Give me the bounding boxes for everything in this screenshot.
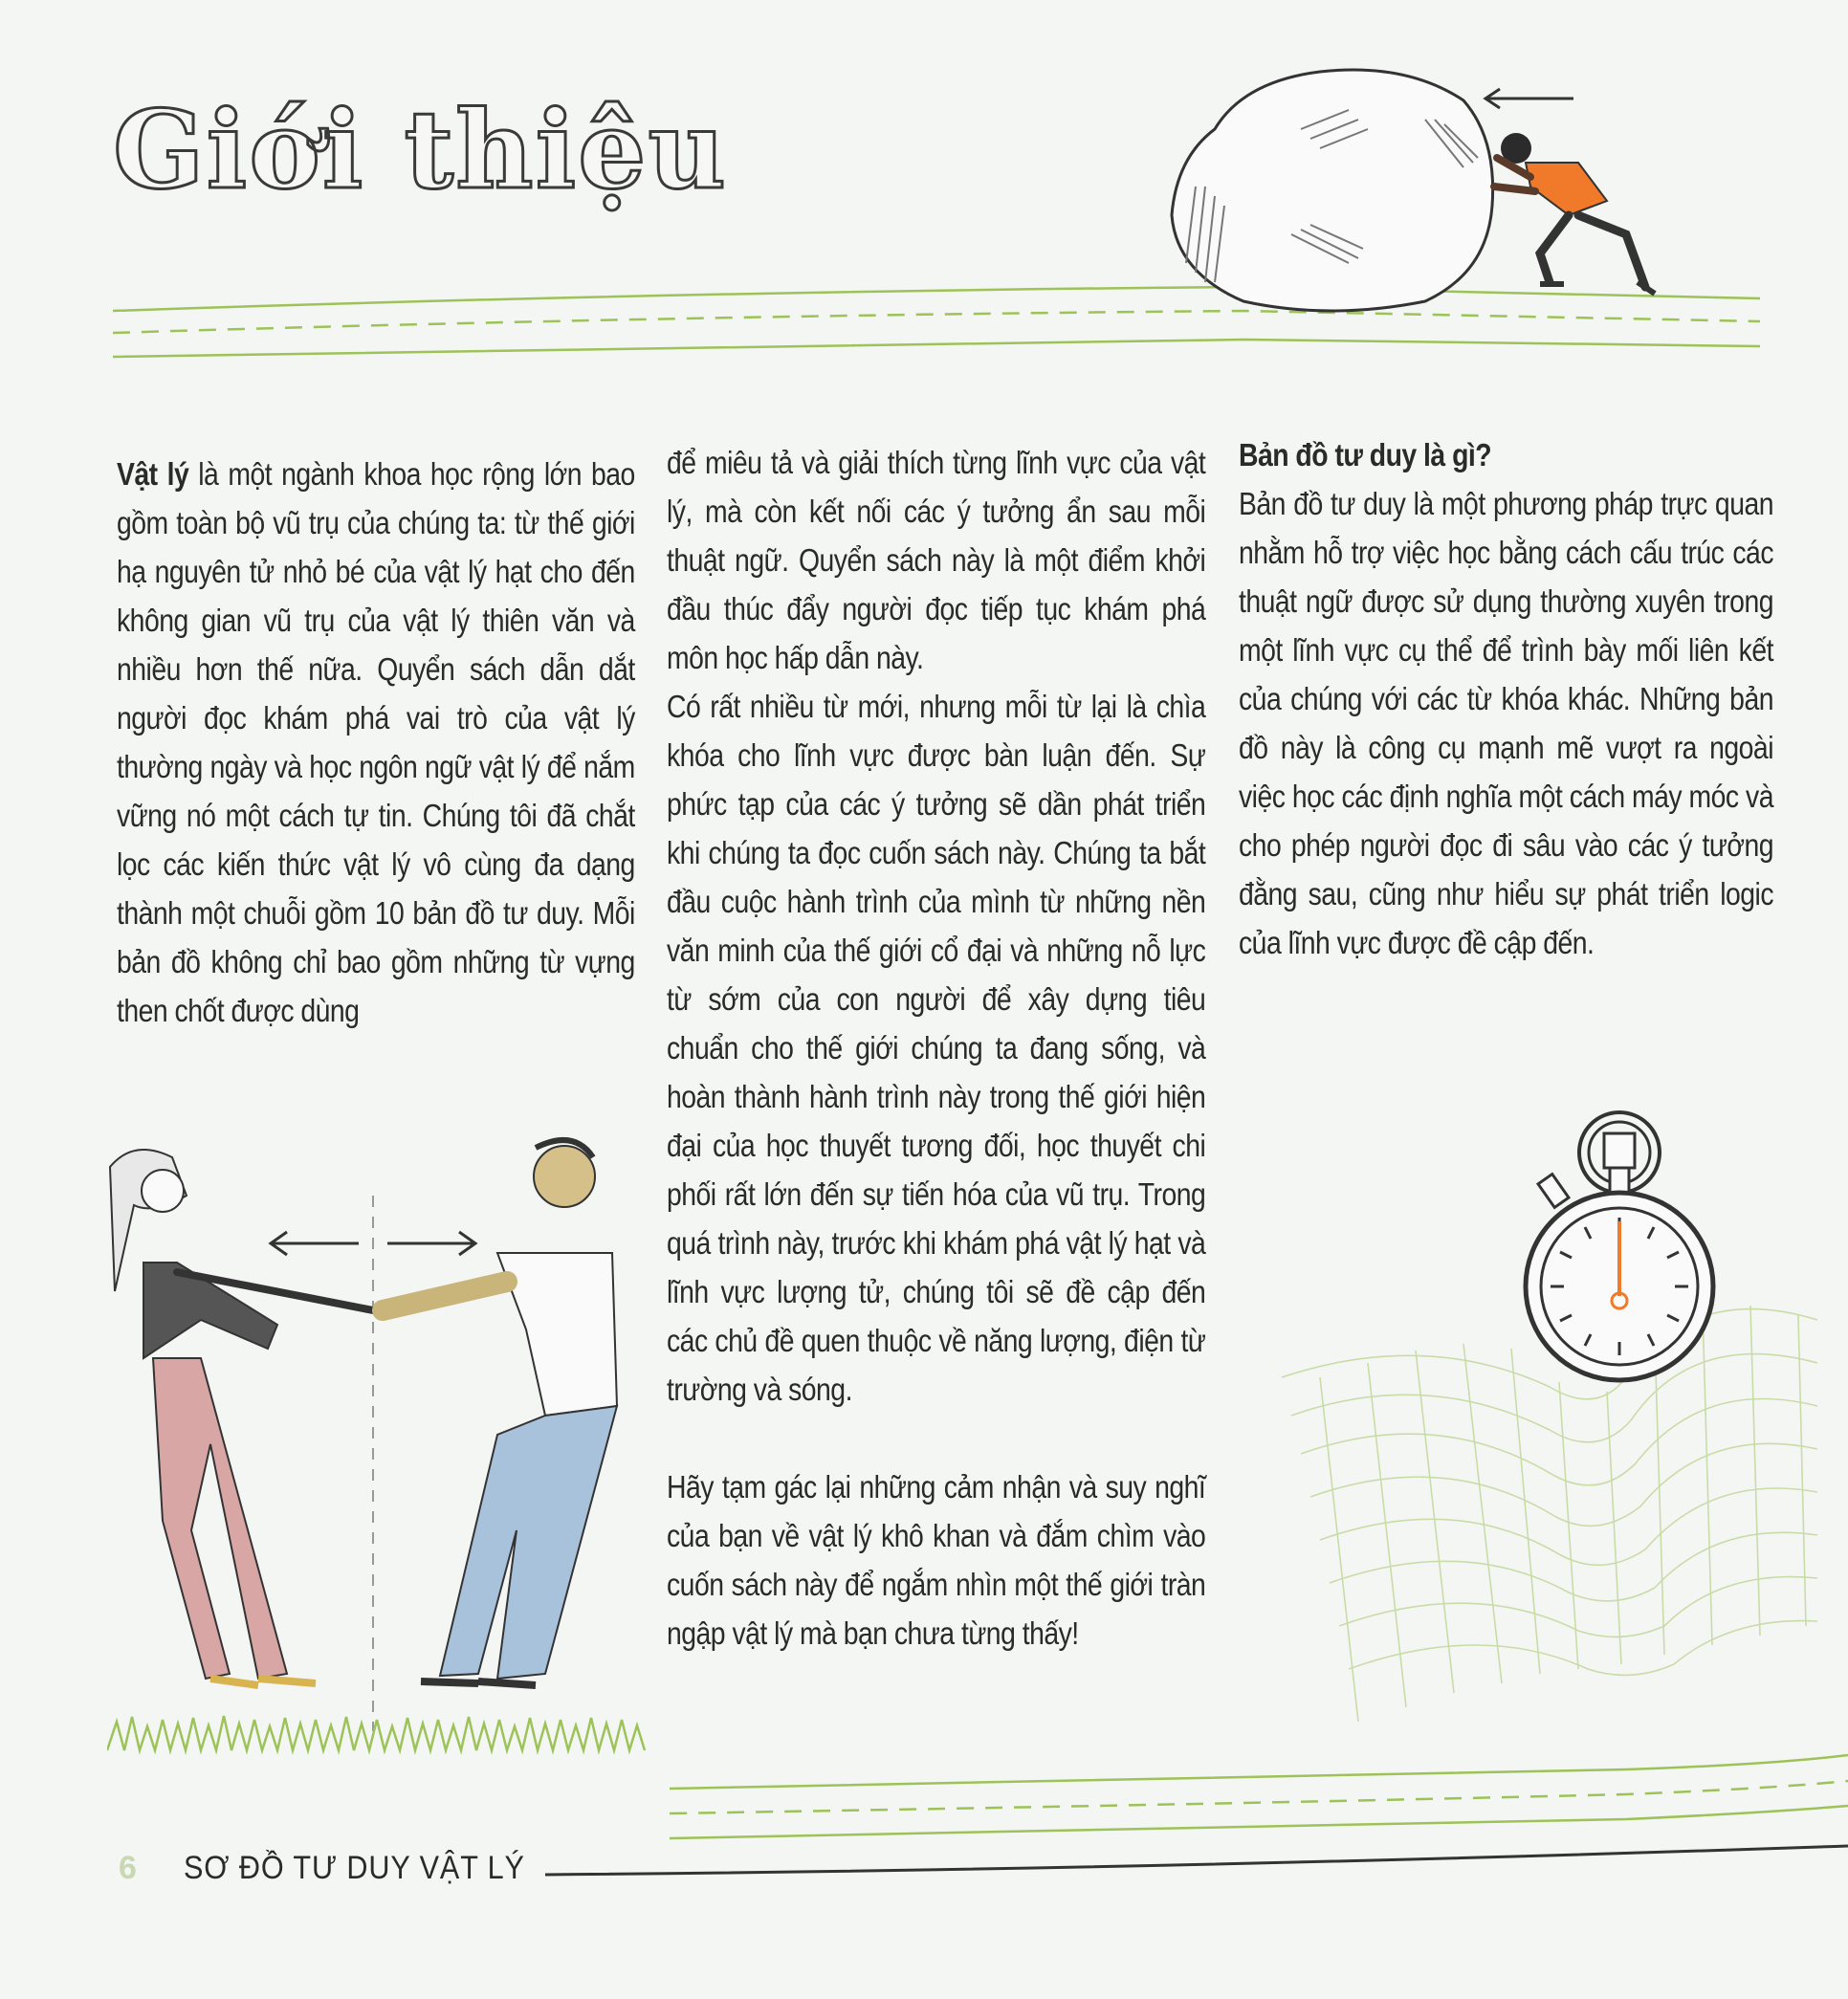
column-2 — [667, 438, 1205, 1658]
woman-figure — [110, 1150, 373, 1685]
intro-paragraph — [117, 450, 635, 1035]
section-heading: Bản đồ tư duy là gì? — [1239, 437, 1492, 472]
page-number: 6 — [119, 1850, 137, 1886]
paragraph-invitation: Hãy tạm gác lại những cảm nhận và suy nghĩ của bạn về vật lý khô khan và đắm chìm vào cuốn sách này để ngắm nhìn một thế giới tràn ngập vật lý mà bạn chưa từng thấy! — [667, 1469, 1206, 1651]
boulder-shape — [1172, 70, 1493, 311]
left-arrow-icon — [1485, 89, 1573, 108]
mind-map-paragraph: Bản đồ tư duy là một phương pháp trực quan nhằm hỗ trợ việc học bằng cách cấu trúc các thuật ngữ được sử dụng thường xuyên trong một lĩnh vực cụ thể để trình bày mối liên kết của chúng với các từ khóa khác. Những bản đồ này là công cụ mạnh mẽ vượt ra ngoài việc học các định nghĩa một cách máy móc và cho phép người đọc đi sâu vào các ý tưởng đằng sau, cũng như hiểu sự phát triển logic của lĩnh vực được đề cập đến. — [1239, 486, 1773, 960]
intro-text: là một ngành khoa học rộng lớn bao gồm toàn bộ vũ trụ của chúng ta: từ thế giới hạ nguyên tử nhỏ bé của vật lý hạt cho đến không gian vũ trụ của vật lý thiên văn và nhiều hơn thế nữa. Quyển sách dẫn dắt người đọc khám phá vai trò của vật lý thường ngày và học ngôn ngữ vật lý để nắm vững nó một cách tự tin. Chúng tôi đã chắt lọc các kiến thức vật lý vô cùng đa dạng thành một chuỗi gồm 10 bản đồ tư duy. Mỗi bản đồ không chỉ bao gồm những từ vựng then chốt được dùng — [117, 456, 635, 1028]
pushing-man — [1494, 133, 1655, 294]
page-title: Giới thiệu — [113, 88, 728, 213]
two-people-pulling-hands-illustration — [96, 1119, 670, 1731]
paragraph-journey: Có rất nhiều từ mới, nhưng mỗi từ lại là chìa khóa cho lĩnh vực được bàn luận đến. Sự phức tạp của các ý tưởng sẽ dần phát triển khi chúng ta đọc cuốn sách này. Chúng ta bắt đầu cuộc hành trình của mình từ những nền văn minh của thế giới cổ đại và những nỗ lực từ sớm của con người để xây dựng tiêu chuẩn cho thế giới chúng ta đang sống, và hoàn thành hành trình này trong thế giới hiện đại của học thuyết tương đối, học thuyết chi phối rất lớn đến sự tiến hóa của vũ trụ. Trong quá trình này, trước khi khám phá vật lý hạt và lĩnh vực lượng tử, chúng tôi sẽ đề cập đến các chủ đề quen thuộc về năng lượng, điện từ trường và sóng. — [667, 689, 1206, 1407]
intro-lead: Vật lý — [117, 456, 189, 492]
stopwatch-icon — [1516, 1105, 1727, 1392]
footer-book-title: SƠ ĐỒ TƯ DUY VẬT LÝ — [184, 1850, 525, 1886]
right-arrow-icon — [387, 1232, 475, 1255]
man-pushing-boulder-illustration — [1157, 43, 1693, 330]
left-arrow-icon — [271, 1232, 359, 1255]
man-figure — [383, 1140, 617, 1685]
column-1 — [117, 450, 635, 1035]
column-3 — [1239, 430, 1773, 967]
paragraph-continuation: để miêu tả và giải thích từng lĩnh vực của vật lý, mà còn kết nối các ý tưởng ẩn sau mỗi thuật ngữ. Quyển sách này là một điểm khởi đầu thúc đẩy người đọc tiếp tục khám phá môn học hấp dẫn này. — [667, 445, 1206, 675]
